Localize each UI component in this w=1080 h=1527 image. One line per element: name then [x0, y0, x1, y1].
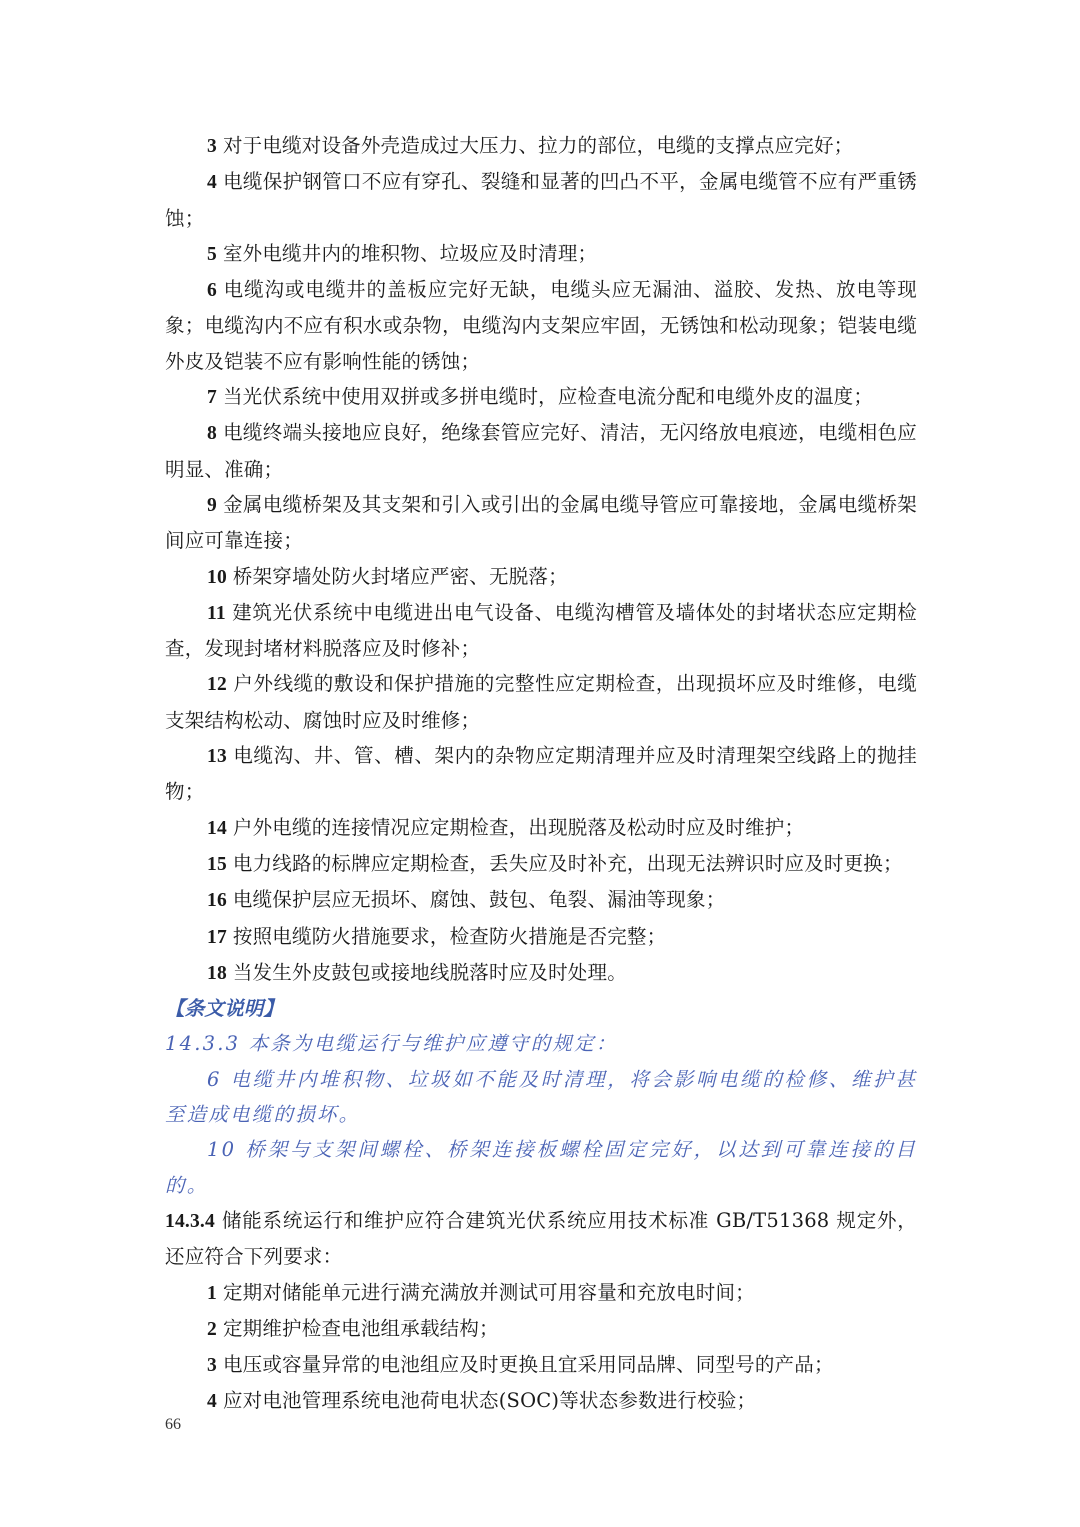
list-item: 5 室外电缆井内的堆积物、垃圾应及时清理； — [207, 241, 598, 265]
list-item: 4 电缆保护钢管口不应有穿孔、裂缝和显著的凹凸不平，金属电缆管不应有严重锈蚀； — [165, 170, 917, 230]
list-item: 11 建筑光伏系统中电缆进出电气设备、电缆沟槽管及墙体处的封堵状态应定期检查，发现封堵材料脱落应及时修补； — [165, 600, 917, 661]
document-body — [165, 128, 917, 1420]
list-item: 6 电缆沟或电缆井的盖板应完好无缺，电缆头应无漏油、溢胶、发热、放电等现象；电缆沟内不应有积水或杂物，电缆沟内支架应牢固，无锈蚀和松动现象；铠装电缆外皮及铠装不应有影响性能的锈蚀； — [165, 278, 917, 373]
clause-note-title: 【条文说明】 — [165, 997, 284, 1021]
list-item: 3 电压或容量异常的电池组应及时更换且宜采用同品牌、同型号的产品； — [207, 1353, 834, 1377]
list-item: 3 对于电缆对设备外壳造成过大压力、拉力的部位，电缆的支撑点应完好； — [207, 134, 854, 157]
list-item: 18 当发生外皮鼓包或接地线脱落时应及时处理。 — [207, 960, 627, 984]
list-item: 7 当光伏系统中使用双拼或多拼电缆时，应检查电流分配和电缆外皮的温度； — [207, 385, 874, 409]
list-item: 8 电缆终端头接地应良好，绝缘套管应完好、清洁，无闪络放电痕迹，电缆相色应明显、准确； — [165, 421, 917, 481]
list-item: 16 电缆保护层应无损坏、腐蚀、鼓包、龟裂、漏油等现象； — [207, 888, 726, 912]
list-item: 1 定期对储能单元进行满充满放并测试可用容量和充放电时间； — [207, 1280, 755, 1304]
list-item: 10 桥架穿墙处防火封堵应严密、无脱落； — [207, 564, 568, 588]
list-item: 12 户外线缆的敷设和保护措施的完整性应定期检查，出现损坏应及时维修，电缆支架结构松动、腐蚀时应及时维修； — [165, 672, 917, 732]
clause-note-item: 6 电缆井内堆积物、垃圾如不能及时清理，将会影响电缆的检修、维护甚至造成电缆的损坏。 — [165, 1067, 917, 1127]
clause-14-3-4: 14.3.4 储能系统运行和维护应符合建筑光伏系统应用技术标准 GB/T51368 规定外，还应符合下列要求： — [165, 1208, 917, 1269]
list-item: 9 金属电缆桥架及其支架和引入或引出的金属电缆导管应可靠接地，金属电缆桥架间应可靠连接； — [165, 492, 917, 553]
list-item: 14 户外电缆的连接情况应定期检查，出现脱落及松动时应及时维护； — [207, 815, 805, 839]
list-item: 2 定期维护检查电池组承载结构； — [207, 1316, 499, 1340]
list-item: 4 应对电池管理系统电池荷电状态(SOC)等状态参数进行校验； — [207, 1389, 757, 1413]
clause-note-heading: 14.3.3 本条为电缆运行与维护应遵守的规定： — [165, 1032, 618, 1056]
list-item: 17 按照电缆防火措施要求，检查防火措施是否完整； — [207, 924, 667, 948]
clause-note-item: 10 桥架与支架间螺栓、桥架连接板螺栓固定完好，以达到可靠连接的目的。 — [165, 1138, 917, 1197]
list-item: 15 电力线路的标牌应定期检查，丢失应及时补充，出现无法辨识时应及时更换； — [207, 851, 903, 875]
page-number: 66 — [165, 1416, 181, 1433]
list-item: 13 电缆沟、井、管、槽、架内的杂物应定期清理并应及时清理架空线路上的抛挂物； — [165, 744, 917, 804]
